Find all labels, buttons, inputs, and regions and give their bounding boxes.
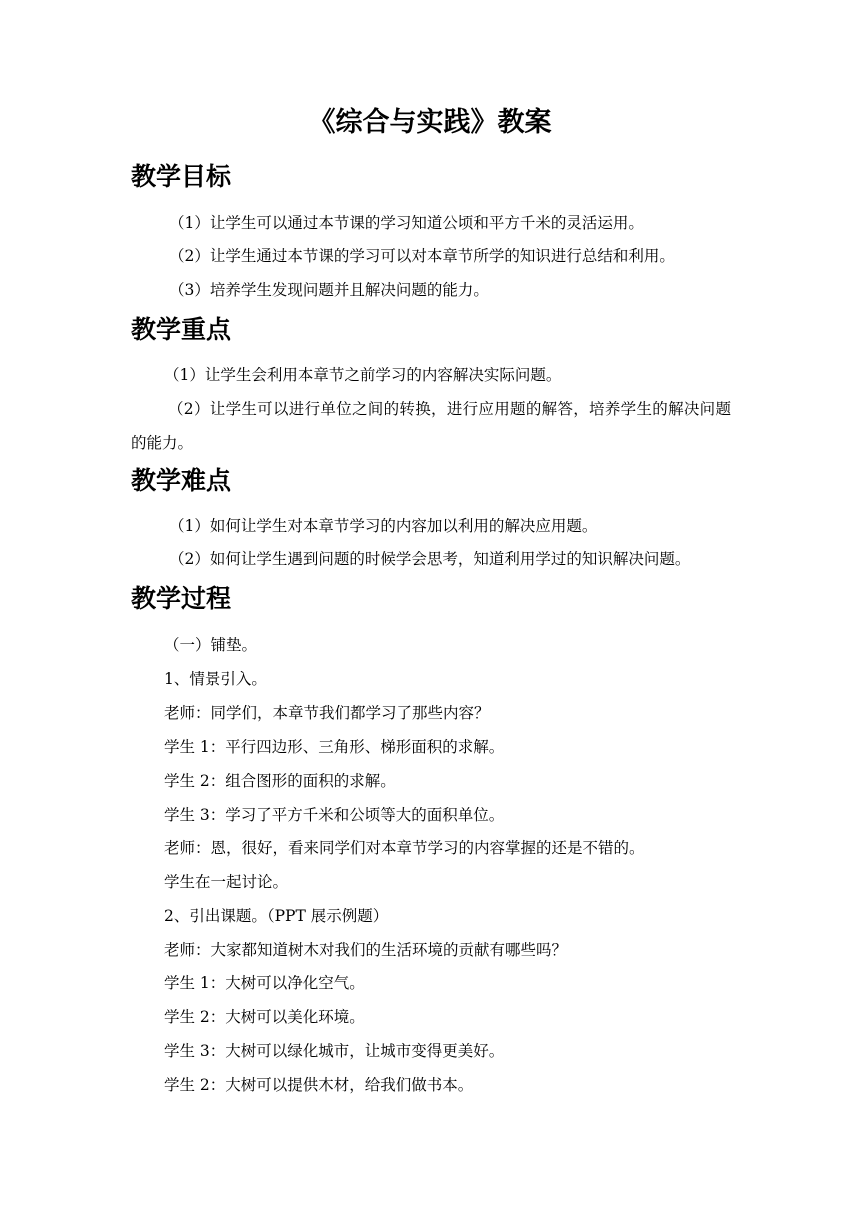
key-point-paragraph-1: （1）让学生会利用本章节之前学习的内容解决实际问题。	[164, 366, 562, 384]
objective-paragraph-2: （2）让学生通过本节课的学习可以对本章节所学的知识进行总结和利用。	[169, 247, 675, 265]
process-line: 学生 1：平行四边形、三角形、梯形面积的求解。	[164, 738, 505, 756]
process-line: 老师：同学们，本章节我们都学习了那些内容？	[164, 704, 490, 722]
process-line: （一）铺垫。	[164, 636, 258, 654]
process-line: 学生在一起讨论。	[164, 873, 289, 891]
process-line: 老师：恩，很好，看来同学们对本章节学习的内容掌握的还是不错的。	[164, 839, 645, 857]
difficulty-paragraph-2: （2）如何让学生遇到问题的时候学会思考，知道利用学过的知识解决问题。	[169, 550, 691, 568]
objective-paragraph-3: （3）培养学生发现问题并且解决问题的能力。	[169, 281, 489, 299]
process-line: 1、情景引入。	[164, 670, 267, 688]
section-heading-process: 教学过程	[131, 584, 232, 613]
process-line: 学生 1：大树可以净化空气。	[164, 974, 365, 992]
process-line: 学生 2：大树可以美化环境。	[164, 1008, 365, 1026]
objective-paragraph-1: （1）让学生可以通过本节课的学习知道公顷和平方千米的灵活运用。	[169, 214, 644, 232]
section-heading-key-points: 教学重点	[131, 315, 232, 344]
process-line: 学生 2：大树可以提供木材，给我们做书本。	[164, 1076, 474, 1094]
key-point-paragraph-2: （2）让学生可以进行单位之间的转换，进行应用题的解答，培养学生的解决问题的能力。	[131, 400, 731, 452]
difficulty-paragraph-1: （1）如何让学生对本章节学习的内容加以利用的解决应用题。	[169, 517, 598, 535]
section-heading-objectives: 教学目标	[131, 162, 232, 191]
section-heading-difficulties: 教学难点	[131, 466, 232, 495]
process-line: 学生 2：组合图形的面积的求解。	[164, 772, 396, 790]
document-title: 《综合与实践》教案	[308, 107, 552, 138]
process-line: 学生 3：学习了平方千米和公顷等大的面积单位。	[164, 806, 505, 824]
process-line: 老师：大家都知道树木对我们的生活环境的贡献有哪些吗？	[164, 941, 568, 959]
process-line: 学生 3：大树可以绿化城市，让城市变得更美好。	[164, 1042, 505, 1060]
process-line: 2、引出课题。（PPT 展示例题）	[164, 907, 389, 925]
